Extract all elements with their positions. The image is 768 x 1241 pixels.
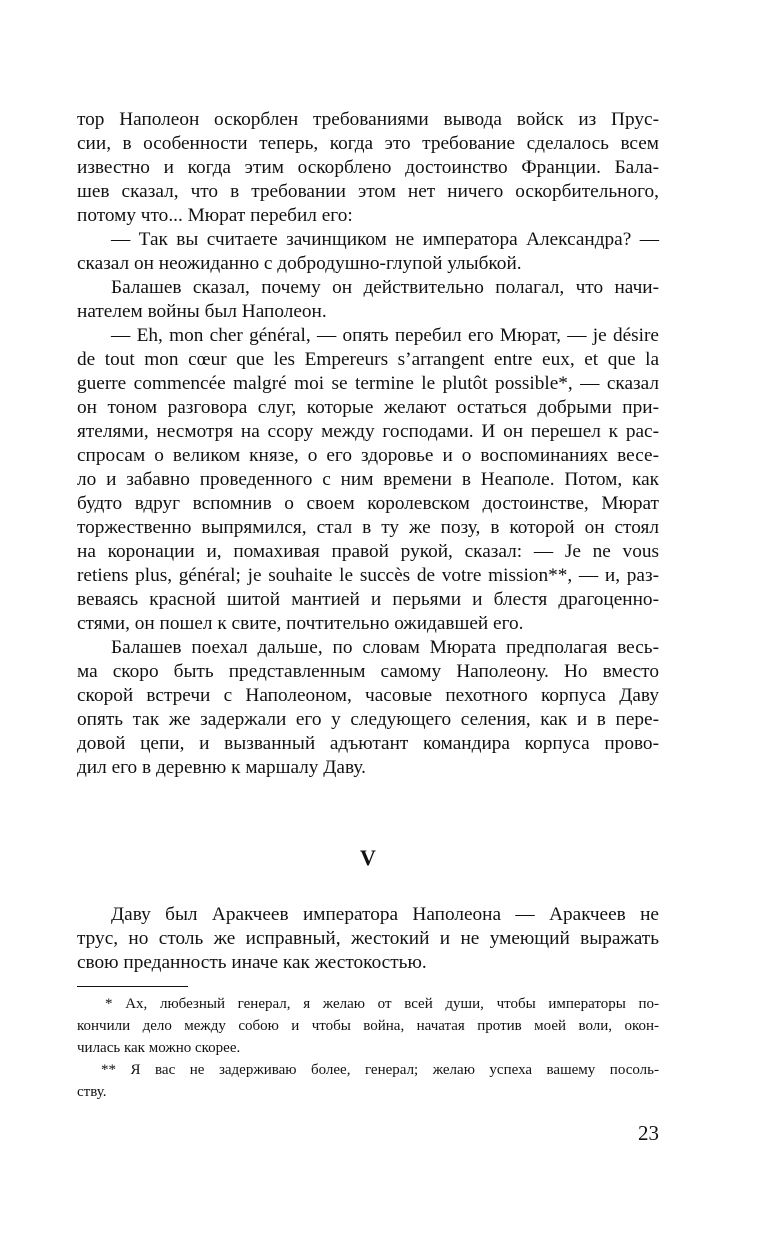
text-line: торжественно выпрямился, стал в ту же позу, в которой он стоял [77,517,659,538]
text-line: на коронации и, помахивая правой рукой, сказал: — Je ne vous [77,541,659,562]
text-line: дил его в деревню к маршалу Даву. [77,757,366,778]
text-line: стями, он пошел к свите, почтительно ожидавшей его. [77,613,524,634]
chapter-text-block [77,903,659,975]
text-line: retiens plus, général; je souhaite le succès de votre mission**, — и, раз- [77,565,659,586]
text-line: опять так же задержали его у следующего селения, как и в пере- [77,709,659,730]
text-line: — Так вы считаете зачинщиком не императора Александра? — [111,229,659,250]
text-line: шев сказал, что в требовании этом нет ничего оскорбительного, [77,181,659,202]
text-line: ло и забавно проведенного с ним времени в Неаполе. Потом, как [77,469,659,490]
footnote-line: * Ах, любезный генерал, я желаю от всей души, чтобы императоры по- [105,996,659,1012]
text-line: будто вдруг вспомнив о своем королевском достоинстве, Мюрат [77,493,659,514]
footnote-line: чилась как можно скорее. [77,1040,241,1056]
text-line: спросам о великом князе, о его здоровье и о воспоминаниях весе- [77,445,659,466]
footnotes-block [77,993,659,1103]
text-line: тор Наполеон оскорблен требованиями вывода войск из Прус- [77,109,659,130]
chapter-heading: V [360,845,376,870]
text-line: довой цепи, и вызванный адъютант командира корпуса прово- [77,733,659,754]
chapter-text-line: Даву был Аракчеев императора Наполеона — Аракчеев не [111,904,659,925]
text-line: ятелями, несмотря на ссору между господами. И он перешел к рас- [77,421,659,442]
text-line: нателем войны был Наполеон. [77,301,327,322]
text-line: — Eh, mon cher général, — опять перебил его Мюрат, — je désire [111,325,659,346]
chapter-text-line: трус, но столь же исправный, жестокий и не умеющий выражать [77,928,659,949]
footnote-line: ** Я вас не задерживаю более, генерал; желаю успеха вашему посоль- [101,1062,659,1078]
footnote-line: ству. [77,1084,107,1100]
text-line: потому что... Мюрат перебил его: [77,205,353,226]
page-number: 23 [638,1121,659,1145]
text-line: известно и когда этим оскорблено достоинство Франции. Бала- [77,157,659,178]
text-line: Балашев поехал дальше, по словам Мюрата предполагая весь- [111,637,659,658]
text-line: сказал он неожиданно с добродушно-глупой улыбкой. [77,253,522,274]
text-line: сии, в особенности теперь, когда это требование сделалось всем [77,133,659,154]
text-line: скорой встречи с Наполеоном, часовые пехотного корпуса Даву [77,685,659,706]
main-text-block [77,108,659,780]
text-line: он тоном разговора слуг, которые желают остаться добрыми при- [77,397,659,418]
footnote-line: кончили дело между собою и чтобы война, начатая против моей воли, окон- [77,1018,659,1034]
text-line: веваясь красной шитой мантией и перьями и блестя драгоценно- [77,589,659,610]
text-line: guerre commencée malgré moi se termine le plutôt possible*, — сказал [77,373,659,394]
text-line: de tout mon cœur que les Empereurs s’arrangent entre eux, et que la [77,349,659,370]
text-line: Балашев сказал, почему он действительно полагал, что начи- [111,277,659,298]
chapter-text-line: свою преданность иначе как жестокостью. [77,952,427,973]
text-line: ма скоро быть представленным самому Наполеону. Но вместо [77,661,659,682]
footnote-divider [77,986,188,987]
